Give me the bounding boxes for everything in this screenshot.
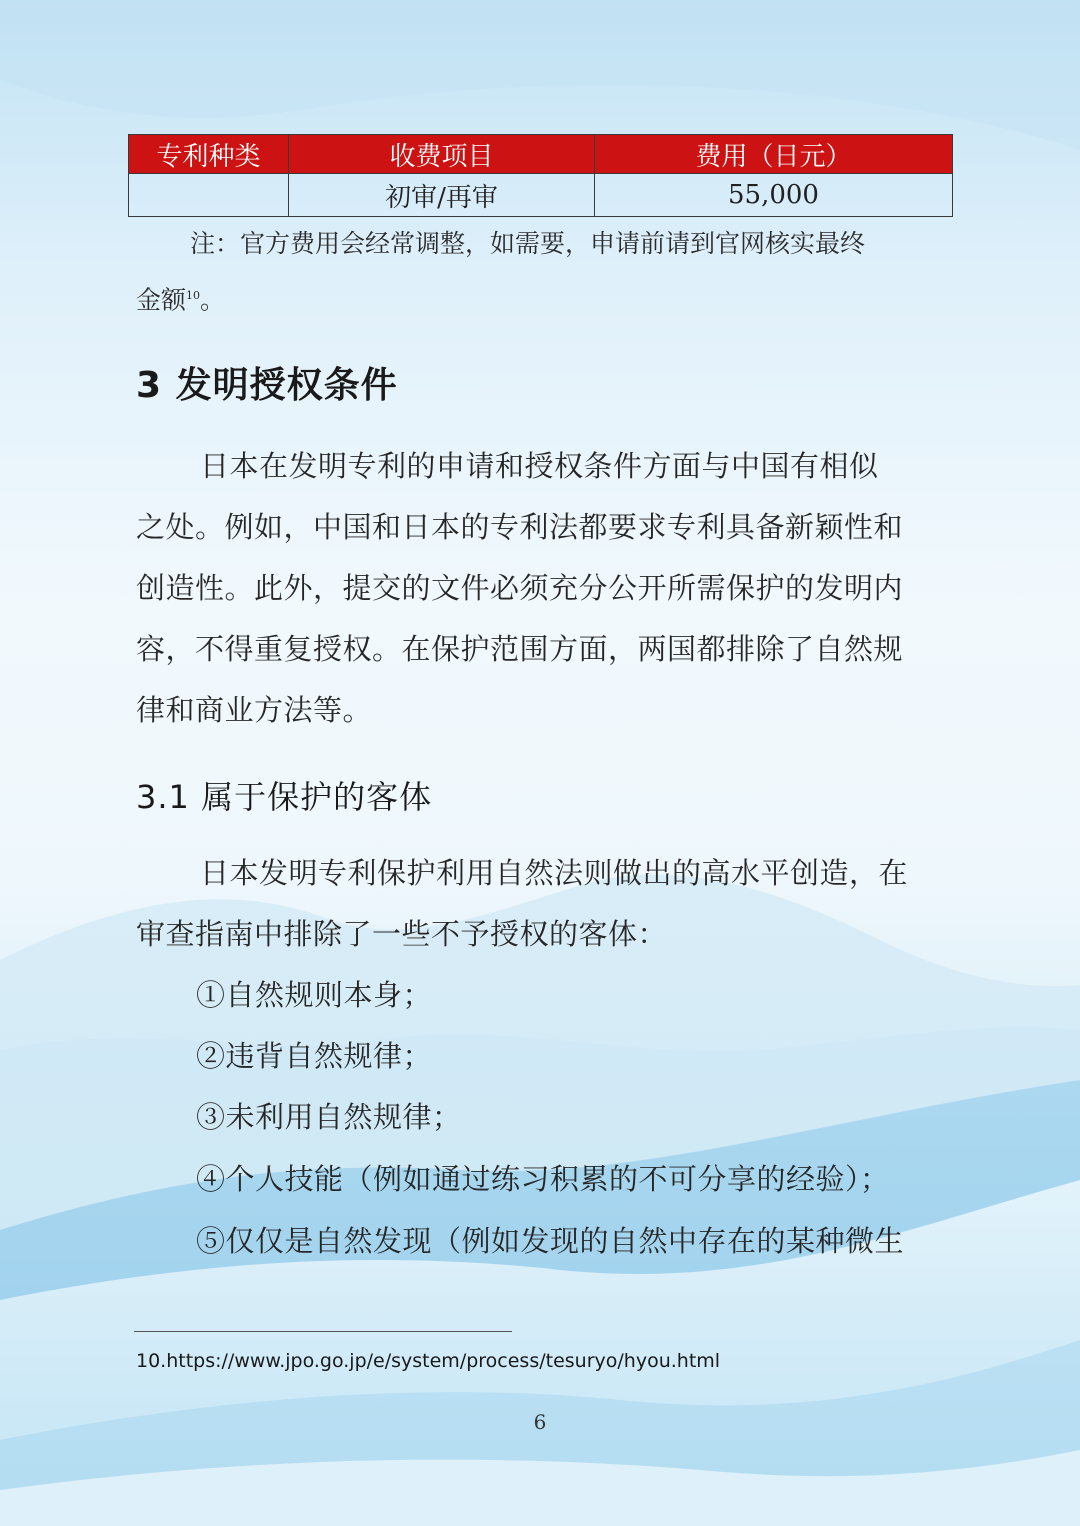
fee-table-header-row (129, 135, 953, 174)
list-item: ⑤仅仅是自然发现（例如发现的自然中存在的某种微生 (196, 1224, 905, 1258)
footnote-reference[interactable]: 10 (186, 289, 201, 302)
fee-table-header-cell: 专利种类 (129, 135, 289, 174)
fee-table-header-cell: 收费项目 (289, 135, 595, 174)
list-item: ④个人技能（例如通过练习积累的不可分享的经验）； (196, 1162, 890, 1196)
table-row (129, 174, 953, 217)
footnote-divider (134, 1331, 512, 1332)
note-line: 注：官方费用会经常调整，如需要，申请前请到官网核实最终 (190, 229, 866, 258)
fee-table-header-cell: 费用（日元） (595, 135, 953, 174)
subsection-heading: 3.1 属于保护的客体 (136, 778, 433, 816)
list-item: ①自然规则本身； (196, 978, 433, 1012)
list-item: ③未利用自然规律； (196, 1100, 462, 1134)
page-number: 6 (533, 1410, 547, 1434)
paragraph-line: 审查指南中排除了一些不予授权的客体： (136, 917, 668, 951)
paragraph-line: 容，不得重复授权。在保护范围方面，两国都排除了自然规 (136, 632, 904, 666)
paragraph-line: 律和商业方法等。 (136, 693, 373, 727)
footnote-link[interactable]: 10.https://www.jpo.go.jp/e/system/process/tesuryo/hyou.html (136, 1350, 721, 1372)
note-text: 金额 (136, 285, 187, 315)
table-cell: 55,000 (595, 174, 953, 217)
paragraph-line: 日本发明专利保护利用自然法则做出的高水平创造，在 (200, 856, 909, 890)
table-note (136, 218, 946, 326)
paragraph-line: 创造性。此外，提交的文件必须充分公开所需保护的发明内 (136, 571, 904, 605)
fee-table (128, 134, 953, 217)
table-cell (129, 174, 289, 217)
paragraph-line: 之处。例如，中国和日本的专利法都要求专利具备新颖性和 (136, 510, 904, 544)
note-line (136, 270, 946, 326)
note-text: 。 (200, 285, 226, 315)
table-cell: 初审/再审 (289, 174, 595, 217)
section-heading: 3 发明授权条件 (136, 365, 398, 406)
paragraph-line: 日本在发明专利的申请和授权条件方面与中国有相似 (200, 449, 879, 483)
list-item: ②违背自然规律； (196, 1039, 433, 1073)
